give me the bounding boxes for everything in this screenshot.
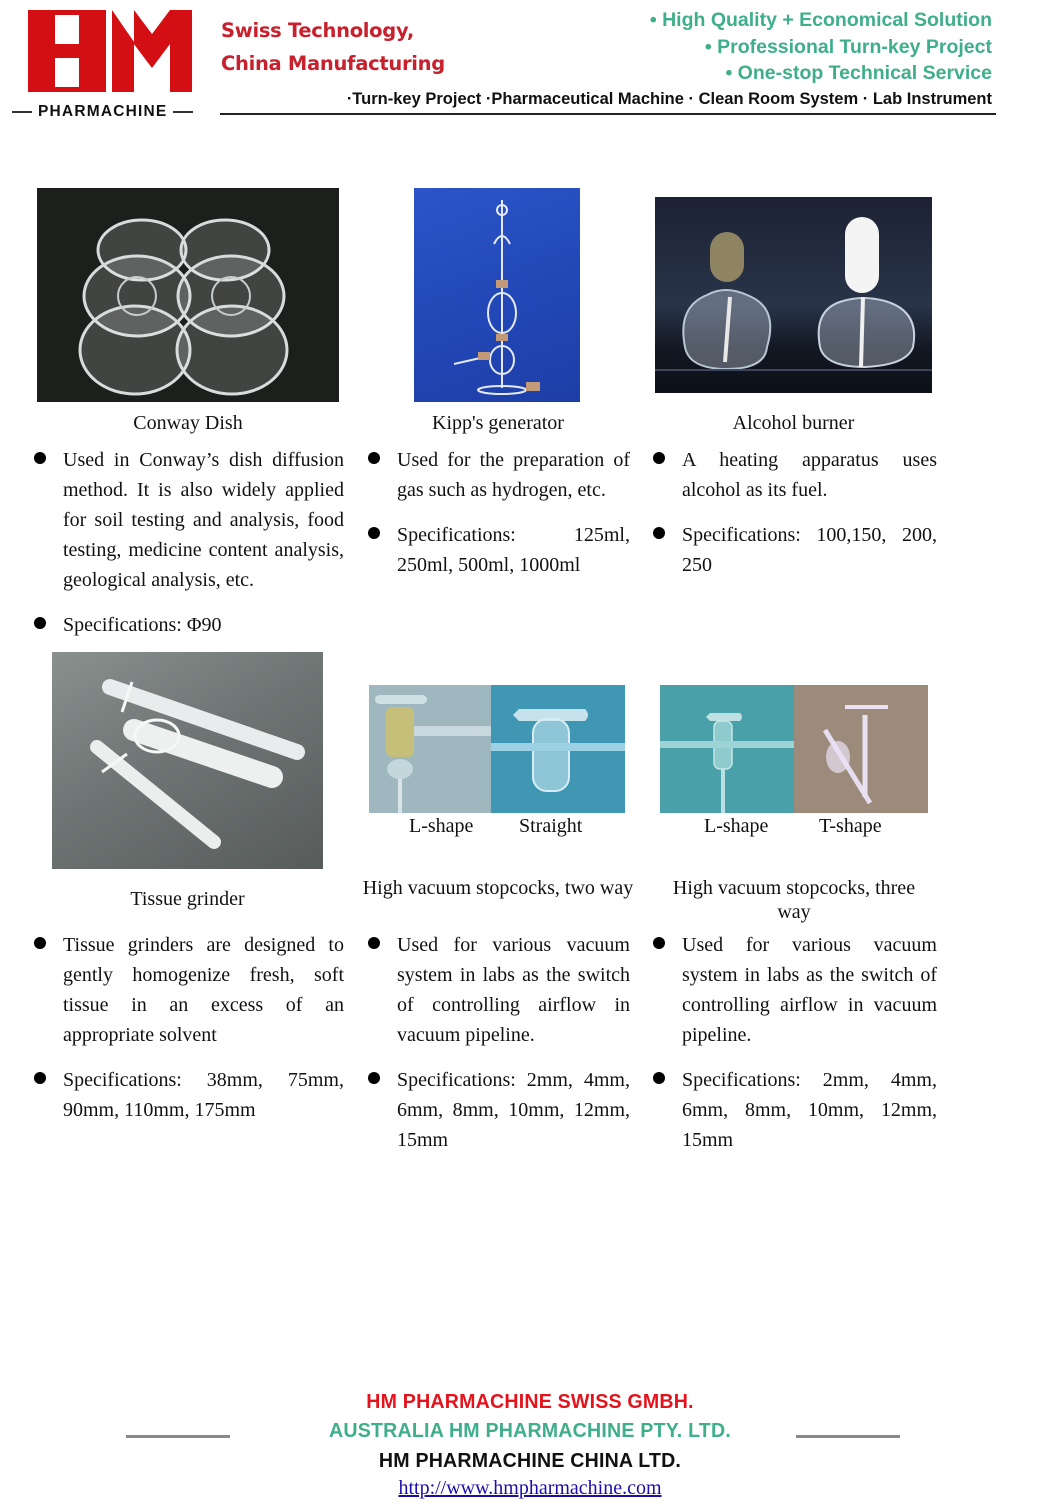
bullet-icon [653,937,665,949]
bullet-icon [368,452,380,464]
grinder-usage-text: Tissue grinders are designed to gently homogenize fresh, soft tissue in an excess of an appropriate solvent [63,934,344,1046]
three-way-specifications [682,1065,937,1155]
three-way-spec-text: Specifications: 2mm, 4mm, 6mm, 8mm, 10mm, 12mm, 15mm [682,1069,937,1151]
bullet-icon [34,452,46,464]
kipps-specifications [397,520,630,580]
bullet-icon [653,452,665,464]
product-title-three-way-stopcock: High vacuum stopcocks, three way [672,877,916,923]
conway-spec-text: Specifications: Φ90 [63,614,222,636]
logo-letter-m [112,10,192,92]
hm-logo [28,10,192,92]
variant-label-t-shape: T-shape [819,815,882,837]
services-line: ·Turn-key Project ·Pharmaceutical Machine · Clean Room System · Lab Instrument [346,90,992,108]
variant-label-l-shape-three-way: L-shape [704,815,769,837]
grinder-spec-text: Specifications: 38mm, 75mm, 90mm, 110mm, 175mm [63,1069,344,1121]
tagline-line-2: China Manufacturing [221,52,445,75]
burner-specifications [682,520,937,580]
highlight-turnkey: • Professional Turn-key Project [704,35,992,58]
two-way-description [397,930,630,1050]
burner-description [682,445,937,505]
burner-usage-text: A heating apparatus uses alcohol as its fuel. [682,449,937,501]
kipps-description [397,445,630,505]
kipps-generator-photo [414,188,580,402]
bullet-icon [653,527,665,539]
footer-company-china: HM PHARMACHINE CHINA LTD. [378,1450,682,1472]
variant-label-straight: Straight [519,815,583,837]
bullet-icon [368,1072,380,1084]
burner-spec-text: Specifications: 100,150, 200, 250 [682,524,937,576]
alcohol-burner-photo [655,197,932,393]
product-title-kipps-generator: Kipp's generator [432,412,564,434]
highlight-service: • One-stop Technical Service [725,62,992,84]
two-way-usage-text: Used for various vacuum system in labs as the switch of controlling airflow in vacuum pipeline. [397,934,630,1046]
three-way-usage-text: Used for various vacuum system in labs as the switch of controlling airflow in vacuum pipeline. [682,934,937,1046]
tissue-grinder-photo [52,652,323,869]
product-title-alcohol-burner: Alcohol burner [732,412,855,434]
website-link[interactable]: http://www.hmpharmachine.com [398,1477,662,1499]
grinder-specifications [63,1065,344,1125]
two-way-specifications [397,1065,630,1155]
tagline-line-1: Swiss Technology, [221,19,414,42]
bullet-icon [368,527,380,539]
conway-specifications [63,610,344,640]
company-tagline [221,14,445,80]
bullet-icon [34,617,46,629]
variant-label-l-shape-two-way: L-shape [409,815,474,837]
bullet-icon [34,937,46,949]
grinder-description [63,930,344,1050]
product-title-tissue-grinder: Tissue grinder [130,888,245,910]
conway-usage-text: Used in Conway’s dish diffusion method. It is also widely applied for soil testing and analysis, food testing, medicine content analysis, geological analysis, etc. [63,449,344,591]
conway-description [63,445,344,595]
company-highlights [650,7,992,87]
two-way-stopcock-photos [369,685,625,813]
product-title-two-way-stopcock: High vacuum stopcocks, two way [362,877,634,899]
header-divider [220,113,996,115]
product-title-conway-dish: Conway Dish [133,412,243,434]
kipps-spec-text: Specifications: 125ml, 250ml, 500ml, 1000ml [397,524,630,576]
two-way-spec-text: Specifications: 2mm, 4mm, 6mm, 8mm, 10mm, 12mm, 15mm [397,1069,630,1151]
conway-dish-photo [37,188,339,402]
highlight-quality: • High Quality + Economical Solution [649,9,992,31]
bullet-icon [368,937,380,949]
footer-company-swiss: HM PHARMACHINE SWISS GMBH. [366,1391,694,1413]
kipps-usage-text: Used for the preparation of gas such as hydrogen, etc. [397,449,630,501]
three-way-description [682,930,937,1050]
footer-company-australia: AUSTRALIA HM PHARMACHINE PTY. LTD. [329,1420,731,1442]
logo-subtitle: PHARMACHINE [12,102,208,122]
bullet-icon [34,1072,46,1084]
logo-letter-h [28,10,106,92]
three-way-stopcock-photos [660,685,928,813]
bullet-icon [653,1072,665,1084]
